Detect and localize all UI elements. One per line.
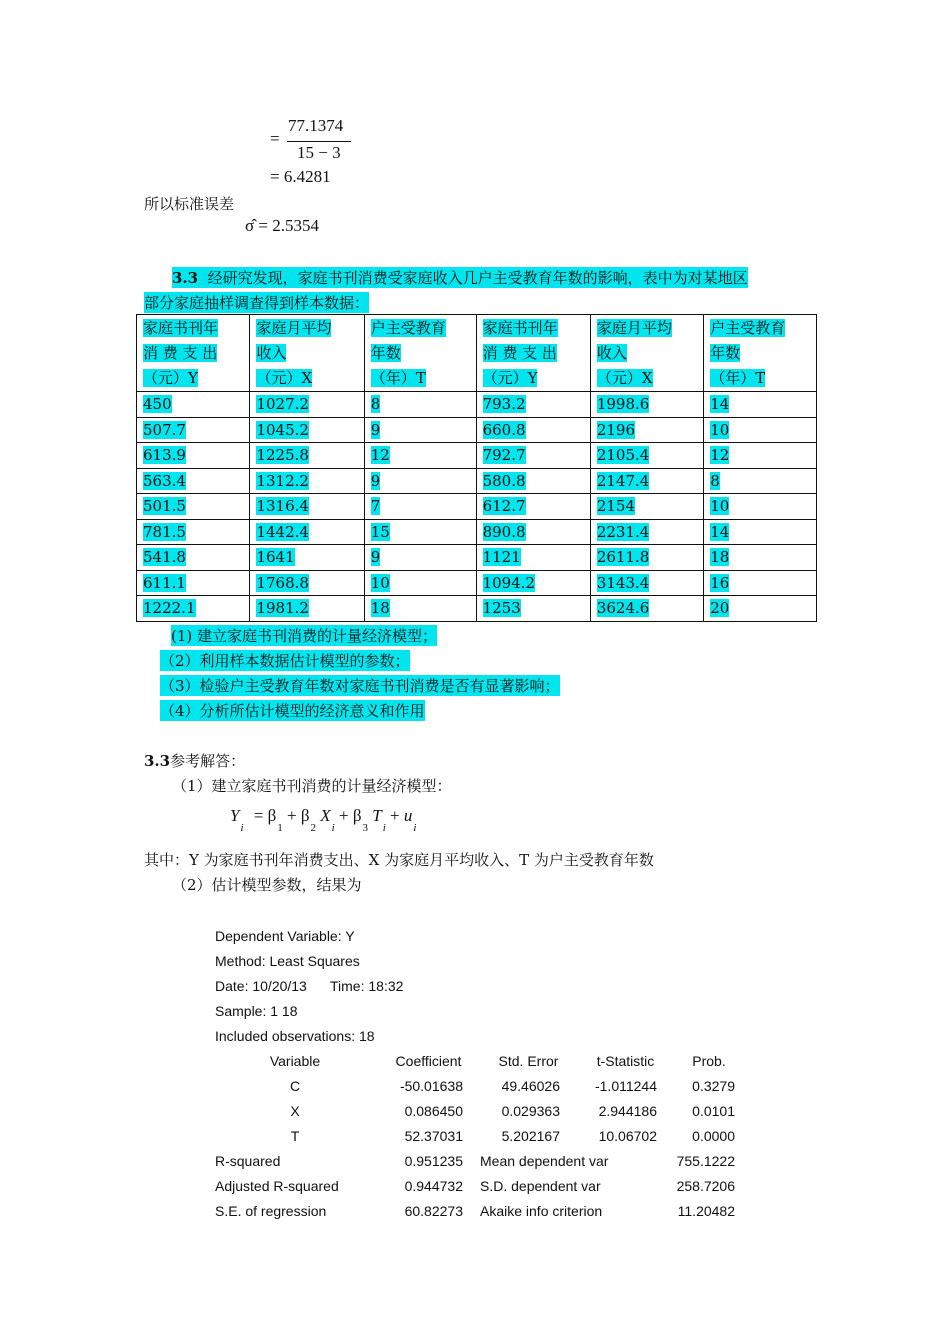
- table-row: [137, 392, 817, 418]
- header-line: 收入: [596, 344, 627, 362]
- stat-value: 11.20482: [677, 1203, 735, 1219]
- table-cell: [704, 494, 817, 520]
- answer-number: 3.3: [144, 752, 171, 770]
- table-cell: [704, 596, 817, 622]
- header-line: 家庭月平均: [256, 319, 332, 337]
- table-cell: [590, 494, 703, 520]
- table-cell: [476, 570, 590, 596]
- dependent-variable: Dependent Variable: Y: [215, 928, 355, 944]
- table-cell: [476, 392, 590, 418]
- cell-value: 890.8: [482, 522, 526, 541]
- cell-value: 793.2: [482, 395, 526, 413]
- header-line: 家庭书刊年: [143, 319, 219, 337]
- cell-value: 1253: [482, 599, 521, 617]
- question-1: (1) 建立家庭书刊消费的计量经济模型；: [171, 627, 438, 645]
- stat-value: 0.951235: [404, 1153, 463, 1169]
- regression-value: -1.011244: [594, 1078, 657, 1094]
- table-cell: [704, 570, 817, 596]
- header-line: （元）X: [256, 369, 313, 387]
- model-plus: +: [390, 806, 400, 825]
- variance-result: = 6.4281: [270, 167, 331, 186]
- cell-value: 2611.8: [596, 548, 650, 566]
- model-sub-i: i: [382, 822, 386, 835]
- fraction-numerator: 77.1374: [288, 116, 344, 135]
- fraction-bar: [287, 141, 351, 142]
- table-cell: [590, 443, 703, 469]
- stat-value: 258.7206: [676, 1178, 735, 1194]
- cell-value: 10: [710, 420, 730, 439]
- table-cell: [250, 570, 364, 596]
- header-line: 户主受教育: [370, 319, 446, 337]
- stat-label: S.E. of regression: [215, 1203, 327, 1219]
- table-cell: [364, 570, 476, 596]
- table-cell: [364, 443, 476, 469]
- cell-value: 660.8: [482, 420, 526, 439]
- regression-variable: T: [290, 1128, 300, 1144]
- cell-value: 3624.6: [596, 599, 650, 617]
- regression-value: 2.944186: [598, 1103, 657, 1119]
- model-plus: +: [338, 806, 349, 825]
- table-cell: [364, 545, 476, 571]
- cell-value: 16: [710, 573, 730, 592]
- model-beta3: β: [352, 806, 362, 825]
- stat-label: Akaike info criterion: [480, 1203, 603, 1219]
- cell-value: 1027.2: [256, 395, 309, 413]
- table-cell: [590, 570, 703, 596]
- table-cell: [250, 443, 364, 469]
- table-row: [137, 417, 817, 443]
- sample-data-table: [136, 314, 817, 622]
- model-equation: [230, 806, 417, 835]
- table-cell: [704, 392, 817, 418]
- cell-value: 9: [370, 548, 381, 566]
- fraction-denominator: 15 − 3: [297, 143, 341, 162]
- col-variable: Variable: [269, 1053, 321, 1069]
- regression-variable: X: [290, 1103, 300, 1119]
- estimation-method: Method: Least Squares: [215, 953, 360, 969]
- cell-value: 1442.4: [256, 522, 309, 541]
- table-cell: [137, 596, 250, 622]
- table-cell: [364, 468, 476, 494]
- answer-heading-text: 参考解答：: [170, 752, 246, 770]
- header-line: （元）X: [596, 369, 653, 387]
- header-line: 家庭书刊年: [482, 319, 558, 337]
- table-cell: [704, 417, 817, 443]
- cell-value: 1768.8: [256, 573, 309, 592]
- cell-value: 1121: [482, 548, 521, 566]
- cell-value: 12: [710, 446, 730, 464]
- regression-value: 10.06702: [598, 1128, 657, 1144]
- sigma-hat-result: σ̂ = 2.5354: [245, 216, 320, 235]
- table-cell: [590, 596, 703, 622]
- cell-value: 2147.4: [596, 471, 650, 490]
- cell-value: 2231.4: [596, 522, 650, 541]
- cell-value: 1981.2: [256, 599, 309, 617]
- model-sub-i: i: [413, 822, 417, 835]
- regression-value: 0.3279: [692, 1078, 735, 1094]
- problem-text-line1: [172, 267, 748, 288]
- table-cell: [364, 417, 476, 443]
- table-cell: [590, 545, 703, 571]
- cell-value: 1312.2: [256, 471, 309, 490]
- cell-value: 792.7: [482, 446, 526, 464]
- regression-variable: C: [289, 1078, 301, 1094]
- cell-value: 2154: [596, 497, 635, 515]
- table-cell: [364, 519, 476, 545]
- regression-value: 0.0000: [692, 1128, 735, 1144]
- cell-value: 8: [710, 471, 720, 490]
- table-row: [137, 545, 817, 571]
- cell-value: 1045.2: [256, 420, 309, 439]
- table-row: [137, 596, 817, 622]
- stat-label: S.D. dependent var: [480, 1178, 601, 1194]
- table-cell: [250, 417, 364, 443]
- header-line: 年数: [370, 344, 401, 362]
- cell-value: 3143.4: [596, 573, 650, 592]
- table-row: [137, 519, 817, 545]
- estimation-date: Date: 10/20/13: [215, 978, 307, 994]
- cell-value: 9: [370, 471, 381, 490]
- table-cell: [364, 596, 476, 622]
- cell-value: 1222.1: [143, 599, 196, 617]
- cell-value: 7: [370, 497, 381, 515]
- table-header-cell: [476, 315, 590, 392]
- model-t: T: [372, 806, 382, 825]
- model-u: u: [403, 806, 413, 825]
- regression-value: 52.37031: [404, 1128, 463, 1144]
- problem-text-line2: 部分家庭抽样调查得到样本数据：: [144, 294, 370, 312]
- cell-value: 14: [710, 395, 730, 413]
- header-line: （年）T: [370, 369, 426, 387]
- table-row: [137, 443, 817, 469]
- table-cell: [137, 417, 250, 443]
- header-line: （元）Y: [482, 369, 538, 387]
- cell-value: 2105.4: [596, 446, 650, 464]
- cell-value: 2196: [596, 420, 635, 439]
- answer-heading: [144, 750, 245, 771]
- header-line: 家庭月平均: [596, 319, 672, 337]
- stat-value: 60.82273: [404, 1203, 463, 1219]
- regression-value: 5.202167: [501, 1128, 560, 1144]
- std-error-label: 所以标准误差: [144, 195, 235, 213]
- cell-value: 580.8: [482, 471, 526, 490]
- table-cell: [590, 519, 703, 545]
- table-cell: [704, 545, 817, 571]
- col-prob: Prob.: [692, 1053, 726, 1069]
- cell-value: 14: [710, 522, 730, 541]
- cell-value: 781.5: [143, 522, 186, 541]
- table-cell: [250, 519, 364, 545]
- table-cell: [590, 392, 703, 418]
- question-3: （3）检验户主受教育年数对家庭书刊消费是否有显著影响；: [160, 677, 560, 695]
- table-row: [137, 468, 817, 494]
- cell-value: 450: [143, 395, 172, 413]
- cell-value: 501.5: [143, 497, 186, 515]
- col-std-error: Std. Error: [498, 1053, 559, 1069]
- table-header-cell: [250, 315, 364, 392]
- table-cell: [476, 443, 590, 469]
- table-cell: [476, 596, 590, 622]
- table-cell: [364, 392, 476, 418]
- table-cell: [476, 468, 590, 494]
- model-y: Y: [230, 806, 240, 825]
- cell-value: 1641: [256, 548, 295, 566]
- table-cell: [704, 519, 817, 545]
- cell-value: 611.1: [143, 573, 186, 592]
- question-2: （2）利用样本数据估计模型的参数；: [160, 652, 410, 670]
- stat-label: R-squared: [215, 1153, 281, 1169]
- answer-step1: （1）建立家庭书刊消费的计量经济模型：: [172, 777, 452, 795]
- problem-line1-body: 经研究发现，家庭书刊消费受家庭收入几户主受教育年数的影响，表中为对某地区: [207, 269, 748, 287]
- cell-value: 18: [710, 548, 730, 566]
- stat-label: Mean dependent var: [480, 1153, 609, 1169]
- model-x: X: [320, 806, 331, 825]
- table-header-cell: [137, 315, 250, 392]
- model-beta1: β: [267, 806, 277, 825]
- table-cell: [250, 468, 364, 494]
- table-cell: [137, 519, 250, 545]
- col-t-statistic: t-Statistic: [596, 1053, 655, 1069]
- table-row: [137, 494, 817, 520]
- cell-value: 613.9: [143, 446, 186, 464]
- equals-sign: =: [270, 129, 280, 148]
- model-sub-3: 3: [362, 822, 368, 835]
- table-header-cell: [364, 315, 476, 392]
- stat-label: Adjusted R-squared: [215, 1178, 339, 1194]
- model-sub-i: i: [331, 822, 335, 835]
- cell-value: 1225.8: [256, 446, 309, 464]
- table-header-cell: [590, 315, 703, 392]
- variable-explanation: 其中：Y 为家庭书刊年消费支出、X 为家庭月平均收入、T 为户主受教育年数: [144, 851, 654, 869]
- cell-value: 18: [370, 599, 390, 617]
- table-cell: [590, 417, 703, 443]
- model-sub-2: 2: [310, 822, 317, 835]
- cell-value: 541.8: [143, 548, 186, 566]
- cell-value: 1094.2: [482, 573, 536, 592]
- cell-value: 563.4: [143, 471, 186, 490]
- model-equals: =: [253, 806, 264, 825]
- model-plus: +: [287, 806, 297, 825]
- header-line: 户主受教育: [710, 319, 786, 337]
- table-cell: [137, 392, 250, 418]
- col-coefficient: Coefficient: [395, 1053, 462, 1069]
- table-cell: [250, 392, 364, 418]
- problem-number: 3.3: [172, 269, 199, 287]
- table-cell: [476, 417, 590, 443]
- regression-value: 0.086450: [404, 1103, 463, 1119]
- cell-value: 10: [710, 497, 730, 515]
- table-row: [137, 570, 817, 596]
- header-line: 收入: [256, 344, 287, 362]
- table-cell: [137, 545, 250, 571]
- stat-value: 755.1222: [676, 1153, 735, 1169]
- cell-value: 20: [710, 599, 730, 617]
- table-cell: [137, 570, 250, 596]
- regression-value: 0.0101: [692, 1103, 735, 1119]
- table-header-cell: [704, 315, 817, 392]
- cell-value: 12: [370, 446, 390, 464]
- cell-value: 8: [370, 395, 381, 413]
- table-cell: [476, 494, 590, 520]
- header-line: 消 费 支 出: [143, 344, 218, 362]
- regression-value: 0.029363: [501, 1103, 560, 1119]
- estimation-time: Time: 18:32: [330, 978, 404, 994]
- regression-value: -50.01638: [399, 1078, 463, 1094]
- cell-value: 612.7: [482, 497, 526, 515]
- cell-value: 507.7: [143, 420, 186, 439]
- header-line: 年数: [710, 344, 741, 362]
- table-cell: [250, 494, 364, 520]
- table-cell: [476, 545, 590, 571]
- header-line: （年）T: [710, 369, 766, 387]
- table-header-row: [137, 315, 817, 392]
- model-sub-1: 1: [277, 822, 283, 835]
- regression-value: 49.46026: [501, 1078, 560, 1094]
- table-cell: [137, 443, 250, 469]
- table-cell: [364, 494, 476, 520]
- cell-value: 1316.4: [256, 497, 309, 515]
- header-line: （元）Y: [143, 369, 198, 387]
- sample-range: Sample: 1 18: [215, 1003, 298, 1019]
- header-line: 消 费 支 出: [482, 344, 557, 362]
- included-observations: Included observations: 18: [215, 1028, 375, 1044]
- table-cell: [250, 545, 364, 571]
- table-cell: [476, 519, 590, 545]
- cell-value: 9: [370, 420, 381, 439]
- table-cell: [137, 468, 250, 494]
- cell-value: 1998.6: [596, 395, 650, 413]
- table-cell: [590, 468, 703, 494]
- table-cell: [704, 468, 817, 494]
- cell-value: 10: [370, 573, 390, 592]
- stat-value: 0.944732: [404, 1178, 463, 1194]
- table-cell: [704, 443, 817, 469]
- question-4: （4）分析所估计模型的经济意义和作用: [160, 702, 425, 720]
- answer-step2: （2）估计模型参数，结果为: [172, 876, 362, 894]
- table-cell: [137, 494, 250, 520]
- model-sub-i: i: [240, 822, 244, 835]
- model-beta2: β: [300, 806, 310, 825]
- table-cell: [250, 596, 364, 622]
- cell-value: 15: [370, 522, 390, 541]
